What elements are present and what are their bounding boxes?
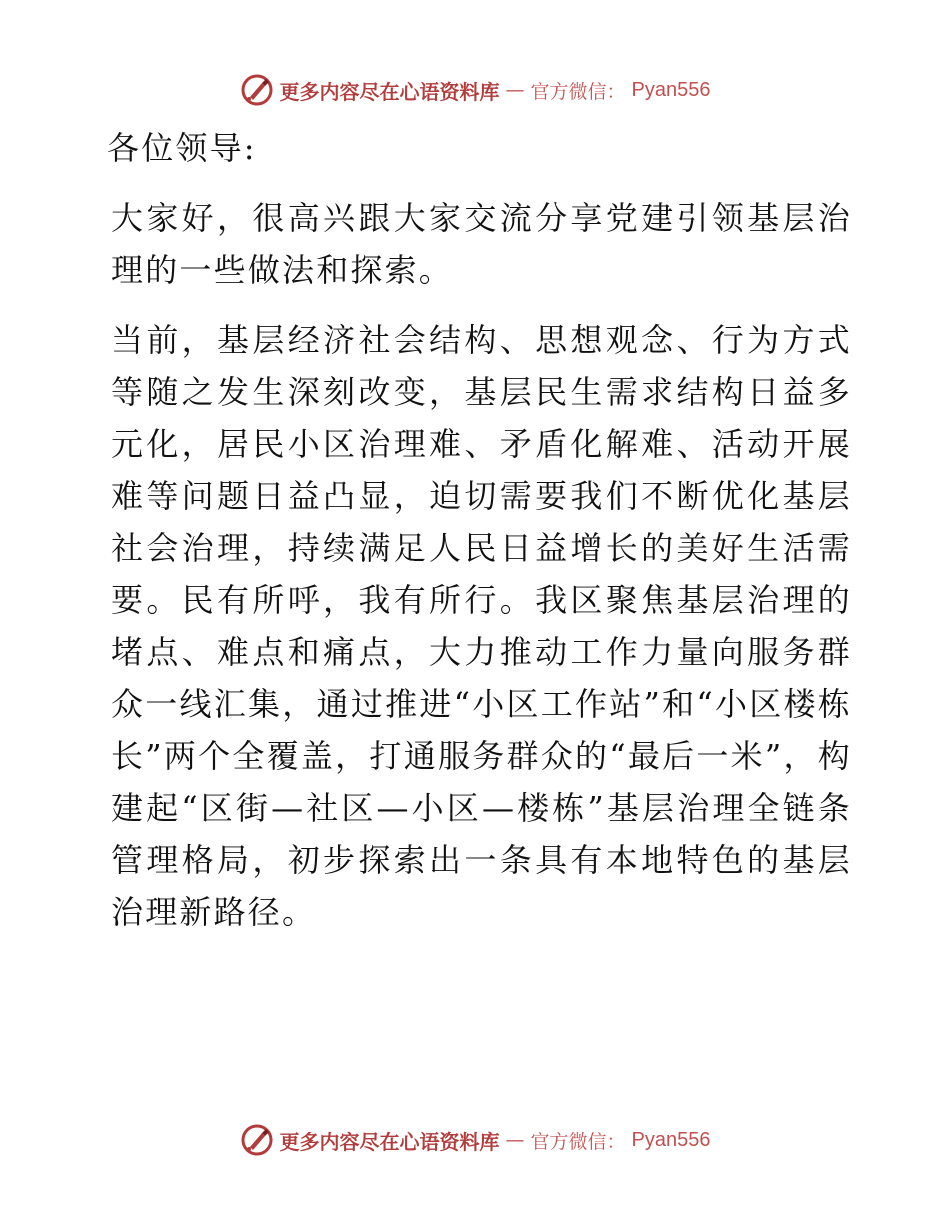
watermark-wechat-id: Pyan556 bbox=[631, 1128, 711, 1151]
header-watermark bbox=[0, 70, 950, 110]
watermark-wechat-label: 官方微信： bbox=[530, 80, 626, 103]
pen-logo-icon bbox=[240, 73, 274, 107]
watermark-brand-text: 更多内容尽在心语资料库 bbox=[279, 1129, 500, 1154]
watermark-brand-text: 更多内容尽在心语资料库 bbox=[279, 79, 500, 104]
pen-logo-icon bbox=[240, 1123, 274, 1157]
document-body bbox=[97, 122, 852, 938]
watermark-separator: — bbox=[505, 1129, 525, 1151]
watermark-wechat-label: 官方微信： bbox=[530, 1130, 626, 1153]
footer-watermark bbox=[0, 1120, 950, 1160]
salutation: 各位领导: bbox=[107, 129, 257, 167]
watermark-wechat-id: Pyan556 bbox=[631, 78, 711, 101]
watermark-separator: — bbox=[505, 79, 525, 101]
paragraph-greeting: 大家好，很高兴跟大家交流分享党建引领基层治理的一些做法和探索。 bbox=[111, 199, 852, 289]
paragraph-main: 当前，基层经济社会结构、思想观念、行为方式等随之发生深刻改变，基层民生需求结构日益多元化，居民小区治理难、矛盾化解难、活动开展难等问题日益凸显，迫切需要我们不断优化基层社会治理，持续满足人民日益增长的美好生活需要。民有所呼，我有所行。我区聚焦基层治理的堵点、难点和痛点，大力推动工作力量向服务群众一线汇集，通过推进“小区工作站”和“小区楼栋长”两个全覆盖，打通服务群众的“最后一米”，构建起“区街—社区—小区—楼栋”基层治理全链条管理格局，初步探索出一条具有本地特色的基层治理新路径。 bbox=[111, 321, 852, 931]
